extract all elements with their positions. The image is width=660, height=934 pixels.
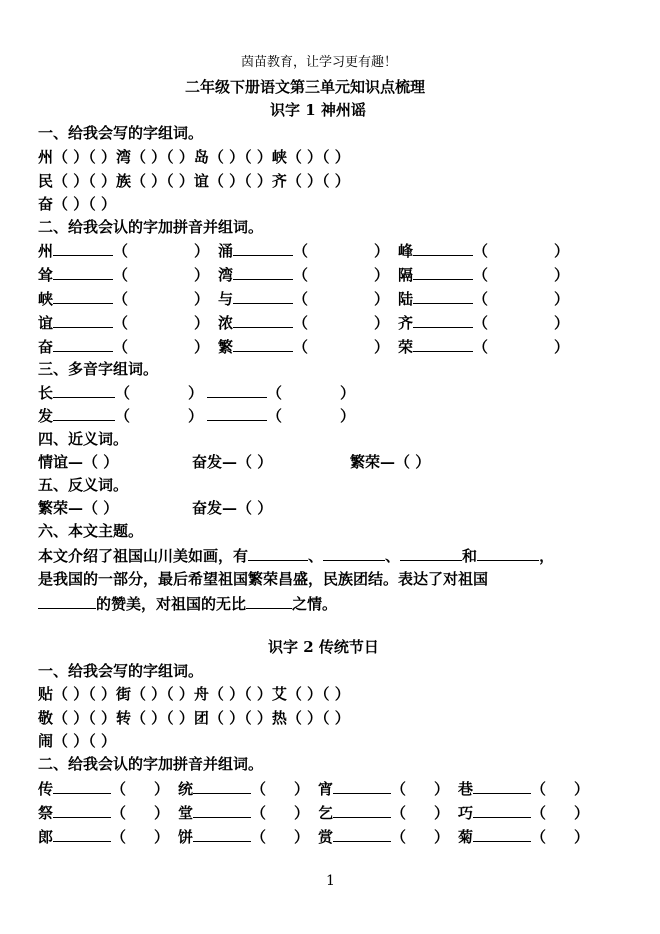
paren-box: （ ） <box>113 338 210 356</box>
pinyin-item <box>218 313 393 332</box>
l2-s2-heading: 二、给我会认的字加拼音并组词。 <box>38 755 264 773</box>
paren-box: （ ） <box>531 828 590 846</box>
fill-blank <box>53 289 113 304</box>
theme-text: ， <box>539 547 555 565</box>
pinyin-item <box>38 337 213 356</box>
fill-blank <box>413 289 473 304</box>
pinyin-item <box>38 289 213 308</box>
fill-blank <box>413 337 473 352</box>
fill-blank <box>413 241 473 256</box>
pinyin-char: 饼 <box>178 828 194 846</box>
fill-blank <box>233 241 293 256</box>
fill-blank <box>473 827 531 842</box>
pinyin-item <box>398 265 573 284</box>
fill-blank <box>477 546 539 561</box>
paren-box: （ ） <box>293 338 390 356</box>
pinyin-item <box>178 803 313 822</box>
synonym-item: 奋发—（ ） <box>192 453 273 471</box>
l1-s3-heading: 三、多音字组词。 <box>38 360 159 378</box>
l2-s1-row: 闹（ ）（ ） <box>38 732 116 750</box>
fill-blank <box>246 594 292 609</box>
pinyin-char: 赏 <box>318 828 334 846</box>
fill-blank <box>248 546 308 561</box>
theme-text: 之情。 <box>292 595 338 613</box>
paren-box: （ ） <box>111 780 170 798</box>
pinyin-item <box>318 803 453 822</box>
pinyin-item <box>318 779 453 798</box>
fill-blank <box>413 313 473 328</box>
synonym-item: 繁荣—（ ） <box>350 453 431 471</box>
fill-blank <box>333 779 391 794</box>
paren-box: （ ） <box>391 804 450 822</box>
pinyin-char: 奋 <box>38 338 54 356</box>
pinyin-item <box>218 265 393 284</box>
pinyin-item <box>178 779 313 798</box>
pinyin-char: 荣 <box>398 338 414 356</box>
pinyin-char: 宵 <box>318 780 334 798</box>
pinyin-item <box>318 827 453 846</box>
fill-blank <box>53 241 113 256</box>
fill-blank <box>193 827 251 842</box>
fill-blank <box>333 827 391 842</box>
fill-blank <box>38 594 96 609</box>
pinyin-char: 乞 <box>318 804 334 822</box>
fill-blank <box>233 313 293 328</box>
polyphone-char: 发 <box>38 407 54 425</box>
pinyin-char: 浓 <box>218 314 234 332</box>
paren-box: （ ） <box>113 266 210 284</box>
pinyin-char: 陆 <box>398 290 414 308</box>
fill-blank <box>233 337 293 352</box>
pinyin-char: 统 <box>178 780 194 798</box>
paren-box: （ ） <box>293 290 390 308</box>
fill-blank <box>53 313 113 328</box>
pinyin-char: 州 <box>38 242 54 260</box>
pinyin-char: 郎 <box>38 828 54 846</box>
fill-blank <box>53 265 113 280</box>
paren-box: （ ） <box>251 828 310 846</box>
fill-blank <box>233 265 293 280</box>
page-number: 1 <box>326 873 335 889</box>
l1-s5-heading: 五、反义词。 <box>38 476 129 494</box>
page-header: 茵苗教育，让学习更有趣！ <box>241 55 398 70</box>
pinyin-item <box>458 827 593 846</box>
pinyin-char: 堂 <box>178 804 194 822</box>
fill-blank <box>53 827 111 842</box>
paren-box: （ ） <box>293 266 390 284</box>
paren-box: （ ） <box>267 384 356 402</box>
fill-blank <box>323 546 385 561</box>
pinyin-item <box>218 289 393 308</box>
synonym-item: 情谊—（ ） <box>38 453 119 471</box>
pinyin-item <box>458 779 593 798</box>
pinyin-char: 耸 <box>38 266 54 284</box>
pinyin-char: 谊 <box>38 314 54 332</box>
paren-box: （ ） <box>293 314 390 332</box>
fill-blank <box>333 803 391 818</box>
l1-s1-row: 民（ ）（ ）族（ ）（ ）谊（ ）（ ）齐（ ）（ ） <box>38 172 350 190</box>
fill-blank <box>233 289 293 304</box>
fill-blank <box>193 779 251 794</box>
pinyin-char: 齐 <box>398 314 414 332</box>
lesson2-title: 识字 2 传统节日 <box>268 638 379 656</box>
pinyin-char: 峡 <box>38 290 54 308</box>
pinyin-item <box>398 289 573 308</box>
l1-s1-heading: 一、给我会写的字组词。 <box>38 124 204 142</box>
theme-line-3 <box>38 594 337 613</box>
paren-box: （ ） <box>473 314 570 332</box>
pinyin-item <box>38 827 173 846</box>
theme-line-1 <box>38 546 554 565</box>
paren-box: （ ） <box>115 384 204 402</box>
pinyin-char: 传 <box>38 780 54 798</box>
l2-s1-heading: 一、给我会写的字组词。 <box>38 662 204 680</box>
l1-s4-heading: 四、近义词。 <box>38 430 129 448</box>
l1-s1-row: 奋（ ）（ ） <box>38 195 116 213</box>
paren-box: （ ） <box>113 242 210 260</box>
l2-s1-row: 敬（ ）（ ）转（ ）（ ）团（ ）（ ）热（ ）（ ） <box>38 709 350 727</box>
antonym-item: 奋发—（ ） <box>192 499 273 517</box>
paren-box: （ ） <box>531 804 590 822</box>
pinyin-item <box>458 803 593 822</box>
pinyin-item <box>38 313 213 332</box>
pinyin-char: 涌 <box>218 242 234 260</box>
pinyin-item <box>398 337 573 356</box>
l2-s1-row: 贴（ ）（ ）街（ ）（ ）舟（ ）（ ）艾（ ）（ ） <box>38 685 350 703</box>
theme-separator: 、 <box>385 547 401 565</box>
fill-blank <box>413 265 473 280</box>
document-title: 二年级下册语文第三单元知识点梳理 <box>185 78 426 96</box>
pinyin-item <box>218 241 393 260</box>
fill-blank <box>473 779 531 794</box>
fill-blank <box>207 406 267 421</box>
pinyin-item <box>38 241 213 260</box>
pinyin-char: 与 <box>218 290 234 308</box>
lesson1-title: 识字 1 神州谣 <box>270 101 366 119</box>
pinyin-char: 祭 <box>38 804 54 822</box>
paren-box: （ ） <box>115 407 204 425</box>
pinyin-item <box>38 779 173 798</box>
pinyin-char: 繁 <box>218 338 234 356</box>
pinyin-char: 菊 <box>458 828 474 846</box>
paren-box: （ ） <box>113 290 210 308</box>
pinyin-item <box>398 241 573 260</box>
fill-blank <box>53 406 115 421</box>
fill-blank <box>53 383 115 398</box>
pinyin-char: 湾 <box>218 266 234 284</box>
polyphone-char: 长 <box>38 384 54 402</box>
fill-blank <box>53 803 111 818</box>
pinyin-char: 隔 <box>398 266 414 284</box>
fill-blank <box>207 383 267 398</box>
fill-blank <box>53 779 111 794</box>
paren-box: （ ） <box>267 407 356 425</box>
theme-separator: 和 <box>462 547 478 565</box>
pinyin-item <box>178 827 313 846</box>
paren-box: （ ） <box>391 780 450 798</box>
l1-s2-heading: 二、给我会认的字加拼音并组词。 <box>38 218 264 236</box>
l1-s1-row: 州（ ）（ ）湾（ ）（ ）岛（ ）（ ）峡（ ）（ ） <box>38 148 350 166</box>
paren-box: （ ） <box>251 804 310 822</box>
pinyin-item <box>38 803 173 822</box>
pinyin-item <box>38 265 213 284</box>
paren-box: （ ） <box>111 828 170 846</box>
paren-box: （ ） <box>111 804 170 822</box>
paren-box: （ ） <box>531 780 590 798</box>
fill-blank <box>53 337 113 352</box>
theme-line-2: 是我国的一部分，最后希望祖国繁荣昌盛，民族团结。表达了对祖国 <box>38 570 489 588</box>
theme-text: 本文介绍了祖国山川美如画，有 <box>38 547 249 565</box>
fill-blank <box>400 546 462 561</box>
pinyin-char: 巧 <box>458 804 474 822</box>
polyphone-item <box>38 383 359 402</box>
pinyin-item <box>398 313 573 332</box>
paren-box: （ ） <box>391 828 450 846</box>
paren-box: （ ） <box>473 338 570 356</box>
paren-box: （ ） <box>251 780 310 798</box>
paren-box: （ ） <box>473 266 570 284</box>
pinyin-item <box>218 337 393 356</box>
theme-separator: 、 <box>308 547 324 565</box>
polyphone-item <box>38 406 359 425</box>
antonym-item: 繁荣—（ ） <box>38 499 119 517</box>
paren-box: （ ） <box>293 242 390 260</box>
pinyin-char: 峰 <box>398 242 414 260</box>
fill-blank <box>193 803 251 818</box>
paren-box: （ ） <box>473 242 570 260</box>
pinyin-char: 巷 <box>458 780 474 798</box>
theme-text: 的赞美，对祖国的无比 <box>96 595 247 613</box>
l1-s6-heading: 六、本文主题。 <box>38 522 144 540</box>
paren-box: （ ） <box>113 314 210 332</box>
fill-blank <box>473 803 531 818</box>
paren-box: （ ） <box>473 290 570 308</box>
